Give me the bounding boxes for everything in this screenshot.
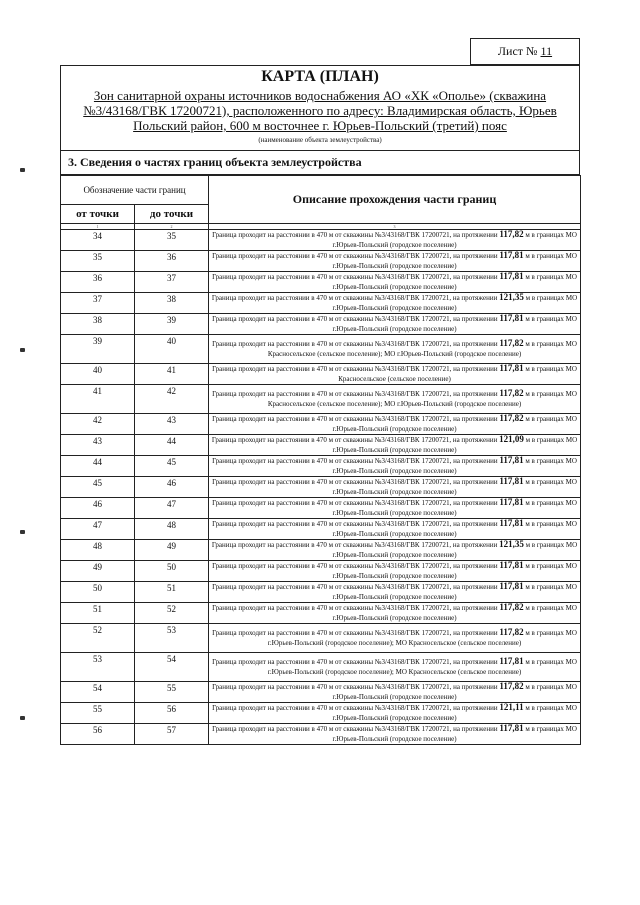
table-row xyxy=(61,724,581,745)
from-point-cell: 49 xyxy=(61,561,135,582)
to-point-cell: 47 xyxy=(135,498,209,519)
from-point-cell: 34 xyxy=(61,230,135,251)
to-point-cell: 44 xyxy=(135,435,209,456)
description-text: Граница проходит на расстоянии в 470 м от скважины №3/43168/ГВК 17200721, на протяжении xyxy=(212,231,498,239)
to-point-cell: 48 xyxy=(135,519,209,540)
from-point-cell: 56 xyxy=(61,724,135,745)
document-title: КАРТА (ПЛАН) xyxy=(261,68,379,85)
from-point-cell: 54 xyxy=(61,682,135,703)
designation-header: Обозначение части границ xyxy=(61,176,209,205)
description-text: Граница проходит на расстоянии в 470 м от скважины №3/43168/ГВК 17200721, на протяжении xyxy=(212,583,498,591)
from-point-cell: 38 xyxy=(61,314,135,335)
description-cell xyxy=(209,703,581,724)
from-point-cell: 43 xyxy=(61,435,135,456)
distance-value: 121,09 xyxy=(499,434,524,444)
to-point-cell: 49 xyxy=(135,540,209,561)
distance-value: 117,81 xyxy=(499,560,524,570)
distance-value: 117,81 xyxy=(499,250,524,260)
to-point-cell: 46 xyxy=(135,477,209,498)
description-cell xyxy=(209,414,581,435)
to-point-header: до точки xyxy=(135,205,209,224)
boundary-parts-table xyxy=(60,175,581,745)
description-cell xyxy=(209,364,581,385)
to-point-cell: 38 xyxy=(135,293,209,314)
from-point-cell: 55 xyxy=(61,703,135,724)
table-row xyxy=(61,540,581,561)
distance-value: 117,81 xyxy=(499,363,524,373)
column-index: 1 xyxy=(61,224,135,230)
description-cell xyxy=(209,540,581,561)
description-text: Граница проходит на расстоянии в 470 м от скважины №3/43168/ГВК 17200721, на протяжении xyxy=(212,562,498,570)
description-text: Граница проходит на расстоянии в 470 м от скважины №3/43168/ГВК 17200721, на протяжении xyxy=(212,683,498,691)
table-row xyxy=(61,682,581,703)
description-header: Описание прохождения части границ xyxy=(209,176,581,224)
from-point-cell: 35 xyxy=(61,251,135,272)
to-point-cell: 40 xyxy=(135,335,209,364)
table-row xyxy=(61,293,581,314)
description-text: Граница проходит на расстоянии в 470 м от скважины №3/43168/ГВК 17200721, на протяжении xyxy=(212,604,498,612)
to-point-cell: 54 xyxy=(135,653,209,682)
boundary-municipality-text: м в границах МО г.Юрьев-Польский (городское поселение) xyxy=(332,583,577,601)
from-point-cell: 45 xyxy=(61,477,135,498)
table-row xyxy=(61,364,581,385)
boundary-municipality-text: м в границах МО г.Юрьев-Польский (городское поселение) xyxy=(332,478,577,496)
description-cell xyxy=(209,561,581,582)
table-row xyxy=(61,703,581,724)
from-point-header: от точки xyxy=(61,205,135,224)
table-row xyxy=(61,435,581,456)
to-point-cell: 51 xyxy=(135,582,209,603)
description-cell xyxy=(209,653,581,682)
description-text: Граница проходит на расстоянии в 470 м от скважины №3/43168/ГВК 17200721, на протяжении xyxy=(212,725,498,733)
from-point-cell: 42 xyxy=(61,414,135,435)
from-point-cell: 51 xyxy=(61,603,135,624)
distance-value: 121,35 xyxy=(499,539,524,549)
to-point-cell: 35 xyxy=(135,230,209,251)
boundary-municipality-text: м в границах МО г.Юрьев-Польский (городское поселение) xyxy=(332,725,577,743)
section-title: 3. Сведения о частях границ объекта землеустройства xyxy=(68,155,362,169)
description-text: Граница проходит на расстоянии в 470 м от скважины №3/43168/ГВК 17200721, на протяжении xyxy=(212,315,498,323)
description-text: Граница проходит на расстоянии в 470 м от скважины №3/43168/ГВК 17200721, на протяжении xyxy=(212,415,498,423)
boundary-municipality-text: м в границах МО г.Юрьев-Польский (городское поселение) xyxy=(332,541,578,559)
to-point-cell: 55 xyxy=(135,682,209,703)
from-point-cell: 47 xyxy=(61,519,135,540)
to-point-cell: 36 xyxy=(135,251,209,272)
to-point-cell: 39 xyxy=(135,314,209,335)
to-point-cell: 41 xyxy=(135,364,209,385)
distance-value: 117,81 xyxy=(499,313,524,323)
boundary-municipality-text: м в границах МО г.Юрьев-Польский (городское поселение) xyxy=(332,562,577,580)
to-point-cell: 57 xyxy=(135,724,209,745)
sheet-label: Лист № xyxy=(497,44,538,58)
distance-value: 117,81 xyxy=(499,723,524,733)
description-text: Граница проходит на расстоянии в 470 м от скважины №3/43168/ГВК 17200721, на протяжении xyxy=(212,340,498,348)
distance-value: 117,81 xyxy=(499,271,524,281)
distance-value: 117,82 xyxy=(499,338,524,348)
description-cell xyxy=(209,624,581,653)
description-cell xyxy=(209,335,581,364)
sheet-number: 11 xyxy=(540,44,553,58)
description-cell xyxy=(209,682,581,703)
boundary-municipality-text: м в границах МО г.Юрьев-Польский (городское поселение); МО Красносельское (сельское поселение) xyxy=(267,658,577,676)
description-cell xyxy=(209,385,581,414)
table-row xyxy=(61,385,581,414)
description-cell xyxy=(209,230,581,251)
sheet-number-box xyxy=(470,38,580,65)
description-text: Граница проходит на расстоянии в 470 м от скважины №3/43168/ГВК 17200721, на протяжении xyxy=(212,629,498,637)
distance-value: 121,11 xyxy=(499,702,524,712)
description-text: Граница проходит на расстоянии в 470 м от скважины №3/43168/ГВК 17200721, на протяжении xyxy=(212,499,498,507)
distance-value: 117,82 xyxy=(499,681,524,691)
boundary-municipality-text: м в границах МО г.Юрьев-Польский (городское поселение) xyxy=(332,683,577,701)
from-point-cell: 46 xyxy=(61,498,135,519)
boundary-municipality-text: м в границах МО г.Юрьев-Польский (городское поселение) xyxy=(332,273,577,291)
description-cell xyxy=(209,519,581,540)
description-text: Граница проходит на расстоянии в 470 м от скважины №3/43168/ГВК 17200721, на протяжении xyxy=(212,478,498,486)
description-text: Граница проходит на расстоянии в 470 м от скважины №3/43168/ГВК 17200721, на протяжении xyxy=(212,704,498,712)
boundary-municipality-text: м в границах МО г.Юрьев-Польский (городское поселение) xyxy=(332,315,577,333)
description-cell xyxy=(209,498,581,519)
to-point-cell: 45 xyxy=(135,456,209,477)
from-point-cell: 48 xyxy=(61,540,135,561)
table-row xyxy=(61,251,581,272)
boundary-municipality-text: м в границах МО Красносельское (сельское поселение) xyxy=(338,365,577,383)
table-row xyxy=(61,414,581,435)
table-body xyxy=(61,230,581,745)
boundary-municipality-text: м в границах МО г.Юрьев-Польский (городское поселение) xyxy=(332,294,578,312)
description-text: Граница проходит на расстоянии в 470 м от скважины №3/43168/ГВК 17200721, на протяжении xyxy=(211,294,498,302)
table-row xyxy=(61,456,581,477)
table-row xyxy=(61,519,581,540)
description-cell xyxy=(209,582,581,603)
distance-value: 117,81 xyxy=(499,497,524,507)
description-cell xyxy=(209,314,581,335)
boundary-municipality-text: м в границах МО г.Юрьев-Польский (городское поселение) xyxy=(332,704,577,722)
description-cell xyxy=(209,603,581,624)
table-row xyxy=(61,582,581,603)
table-row xyxy=(61,561,581,582)
description-cell xyxy=(209,456,581,477)
distance-value: 117,82 xyxy=(499,602,524,612)
description-text: Граница проходит на расстоянии в 470 м от скважины №3/43168/ГВК 17200721, на протяжении xyxy=(212,365,498,373)
to-point-cell: 52 xyxy=(135,603,209,624)
distance-value: 121,35 xyxy=(499,292,524,302)
to-point-cell: 50 xyxy=(135,561,209,582)
distance-value: 117,81 xyxy=(499,455,524,465)
from-point-cell: 44 xyxy=(61,456,135,477)
distance-value: 117,82 xyxy=(499,627,524,637)
from-point-cell: 52 xyxy=(61,624,135,653)
description-text: Граница проходит на расстоянии в 470 м от скважины №3/43168/ГВК 17200721, на протяжении xyxy=(212,252,498,260)
table-row xyxy=(61,314,581,335)
distance-value: 117,82 xyxy=(499,413,524,423)
document-subtitle: Зон санитарной охраны источников водоснабжения АО «ХК «Ополье» (скважина №3/43168/ГВК 17200721), расположенного по адресу: Владимирская область, Юрьев Польский район, 600 м восточнее г. Юрьев-Польский (третий) пояс xyxy=(83,88,557,133)
to-point-cell: 56 xyxy=(135,703,209,724)
description-cell xyxy=(209,435,581,456)
distance-value: 117,81 xyxy=(499,581,524,591)
table-row xyxy=(61,272,581,293)
boundary-municipality-text: м в границах МО Красносельское (сельское поселение); МО г.Юрьев-Польский (городское поселение) xyxy=(267,340,577,358)
from-point-cell: 41 xyxy=(61,385,135,414)
description-text: Граница проходит на расстоянии в 470 м от скважины №3/43168/ГВК 17200721, на протяжении xyxy=(212,520,498,528)
to-point-cell: 43 xyxy=(135,414,209,435)
boundary-municipality-text: м в границах МО г.Юрьев-Польский (городское поселение) xyxy=(332,457,577,475)
description-text: Граница проходит на расстоянии в 470 м от скважины №3/43168/ГВК 17200721, на протяжении xyxy=(212,273,498,281)
column-index: 3 xyxy=(209,224,581,230)
boundary-municipality-text: м в границах МО г.Юрьев-Польский (городское поселение) xyxy=(332,604,577,622)
object-name-caption: (наименование объекта землеустройства) xyxy=(258,136,382,144)
description-cell xyxy=(209,724,581,745)
margin-mark xyxy=(20,168,25,172)
table-row xyxy=(61,335,581,364)
boundary-municipality-text: м в границах МО г.Юрьев-Польский (городское поселение) xyxy=(332,252,577,270)
boundary-municipality-text: м в границах МО г.Юрьев-Польский (городское поселение) xyxy=(332,520,577,538)
from-point-cell: 50 xyxy=(61,582,135,603)
boundary-municipality-text: м в границах МО г.Юрьев-Польский (городское поселение) xyxy=(332,499,577,517)
description-cell xyxy=(209,477,581,498)
distance-value: 117,81 xyxy=(499,476,524,486)
margin-mark xyxy=(20,348,25,352)
description-text: Граница проходит на расстоянии в 470 м от скважины №3/43168/ГВК 17200721, на протяжении xyxy=(211,541,498,549)
table-row xyxy=(61,603,581,624)
to-point-cell: 42 xyxy=(135,385,209,414)
description-text: Граница проходит на расстоянии в 470 м от скважины №3/43168/ГВК 17200721, на протяжении xyxy=(211,436,498,444)
description-text: Граница проходит на расстоянии в 470 м от скважины №3/43168/ГВК 17200721, на протяжении xyxy=(212,457,498,465)
column-index: 2 xyxy=(135,224,209,230)
table-row xyxy=(61,230,581,251)
boundary-municipality-text: м в границах МО г.Юрьев-Польский (городское поселение); МО Красносельское (сельское поселение) xyxy=(267,629,577,647)
from-point-cell: 53 xyxy=(61,653,135,682)
from-point-cell: 39 xyxy=(61,335,135,364)
from-point-cell: 40 xyxy=(61,364,135,385)
distance-value: 117,82 xyxy=(499,229,524,239)
boundary-municipality-text: м в границах МО г.Юрьев-Польский (городское поселение) xyxy=(332,436,578,454)
to-point-cell: 53 xyxy=(135,624,209,653)
description-text: Граница проходит на расстоянии в 470 м от скважины №3/43168/ГВК 17200721, на протяжении xyxy=(212,658,498,666)
to-point-cell: 37 xyxy=(135,272,209,293)
distance-value: 117,81 xyxy=(499,656,524,666)
description-cell xyxy=(209,251,581,272)
boundary-municipality-text: м в границах МО г.Юрьев-Польский (городское поселение) xyxy=(332,415,577,433)
table-row xyxy=(61,498,581,519)
table-row xyxy=(61,653,581,682)
margin-mark xyxy=(20,716,25,720)
table-row xyxy=(61,624,581,653)
from-point-cell: 36 xyxy=(61,272,135,293)
distance-value: 117,82 xyxy=(499,388,524,398)
from-point-cell: 37 xyxy=(61,293,135,314)
margin-mark xyxy=(20,530,25,534)
description-text: Граница проходит на расстоянии в 470 м от скважины №3/43168/ГВК 17200721, на протяжении xyxy=(212,390,498,398)
distance-value: 117,81 xyxy=(499,518,524,528)
boundary-municipality-text: м в границах МО г.Юрьев-Польский (городское поселение) xyxy=(332,231,577,249)
description-cell xyxy=(209,272,581,293)
table-row xyxy=(61,477,581,498)
boundary-municipality-text: м в границах МО Красносельское (сельское поселение); МО г.Юрьев-Польский (городское поселение) xyxy=(267,390,577,408)
description-cell xyxy=(209,293,581,314)
